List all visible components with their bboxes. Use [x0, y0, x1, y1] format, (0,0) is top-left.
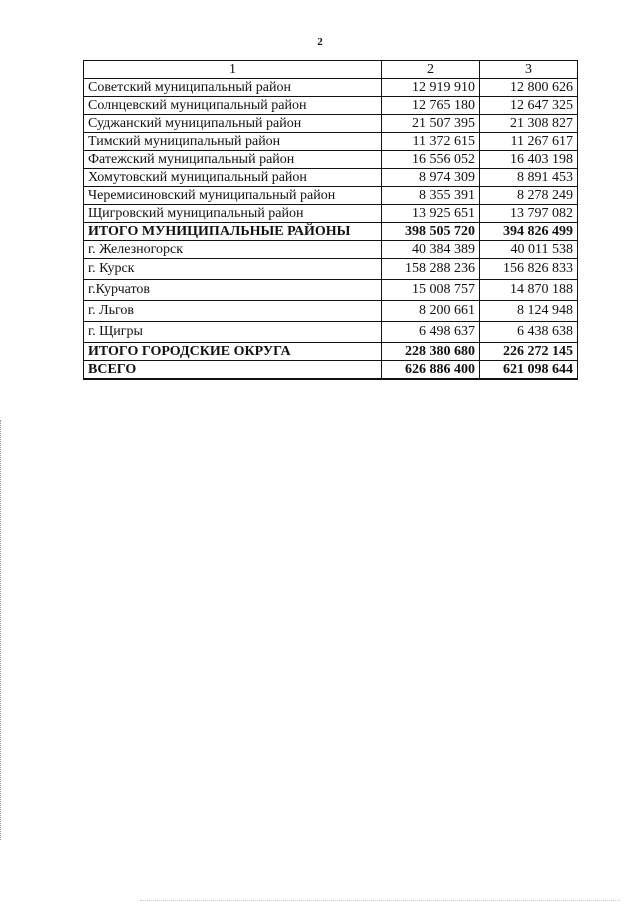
row-name: г. Льгов: [84, 301, 382, 322]
row-value-col3: 16 403 198: [480, 151, 578, 169]
row-value-col3: 12 800 626: [480, 79, 578, 97]
column-header-2: 2: [382, 61, 480, 79]
row-value-col3: 14 870 188: [480, 280, 578, 301]
row-name: Суджанский муниципальный район: [84, 115, 382, 133]
row-name: Хомутовский муниципальный район: [84, 169, 382, 187]
row-value-col3: 156 826 833: [480, 259, 578, 280]
row-value-col2: 11 372 615: [382, 133, 480, 151]
row-value-col2: 12 919 910: [382, 79, 480, 97]
row-value-col3: 8 278 249: [480, 187, 578, 205]
row-value-col3: 11 267 617: [480, 133, 578, 151]
row-value-col3: 8 124 948: [480, 301, 578, 322]
row-value-col2: 21 507 395: [382, 115, 480, 133]
row-value-col2: 16 556 052: [382, 151, 480, 169]
row-value-col3: 394 826 499: [480, 223, 578, 241]
column-header-1: 1: [84, 61, 382, 79]
row-value-col3: 12 647 325: [480, 97, 578, 115]
table-row: [84, 280, 578, 301]
table-row: [84, 187, 578, 205]
row-name: ИТОГО ГОРОДСКИЕ ОКРУГА: [84, 343, 382, 361]
row-name: г. Курск: [84, 259, 382, 280]
scan-edge-mark: [0, 420, 2, 840]
table-row: [84, 115, 578, 133]
row-value-col2: 8 974 309: [382, 169, 480, 187]
row-name: Черемисиновский муниципальный район: [84, 187, 382, 205]
budget-table: [83, 60, 578, 380]
row-name: г. Щигры: [84, 322, 382, 343]
scan-bottom-rule: [140, 900, 620, 901]
row-name: Советский муниципальный район: [84, 79, 382, 97]
table-row: [84, 97, 578, 115]
row-value-col3: 6 438 638: [480, 322, 578, 343]
row-value-col2: 8 200 661: [382, 301, 480, 322]
table-row: [84, 322, 578, 343]
row-name: Фатежский муниципальный район: [84, 151, 382, 169]
table-row: [84, 259, 578, 280]
row-value-col2: 626 886 400: [382, 361, 480, 380]
subtotal-row-city-districts: [84, 343, 578, 361]
row-value-col2: 12 765 180: [382, 97, 480, 115]
table-row: [84, 151, 578, 169]
table-row: [84, 301, 578, 322]
row-value-col3: 621 098 644: [480, 361, 578, 380]
page-number: 2: [317, 36, 323, 48]
row-name: Тимский муниципальный район: [84, 133, 382, 151]
row-value-col3: 21 308 827: [480, 115, 578, 133]
row-value-col2: 158 288 236: [382, 259, 480, 280]
grand-total-row: [84, 361, 578, 380]
row-name: г.Курчатов: [84, 280, 382, 301]
table-row: [84, 241, 578, 259]
row-value-col3: 13 797 082: [480, 205, 578, 223]
table-row: [84, 169, 578, 187]
row-value-col2: 8 355 391: [382, 187, 480, 205]
column-header-3: 3: [480, 61, 578, 79]
row-value-col2: 228 380 680: [382, 343, 480, 361]
row-value-col2: 398 505 720: [382, 223, 480, 241]
row-name: ИТОГО МУНИЦИПАЛЬНЫЕ РАЙОНЫ: [84, 223, 382, 241]
row-name: Солнцевский муниципальный район: [84, 97, 382, 115]
row-value-col3: 8 891 453: [480, 169, 578, 187]
row-value-col2: 40 384 389: [382, 241, 480, 259]
row-value-col3: 40 011 538: [480, 241, 578, 259]
row-value-col2: 13 925 651: [382, 205, 480, 223]
row-value-col3: 226 272 145: [480, 343, 578, 361]
row-value-col2: 6 498 637: [382, 322, 480, 343]
row-value-col2: 15 008 757: [382, 280, 480, 301]
table-row: [84, 205, 578, 223]
row-name: г. Железногорск: [84, 241, 382, 259]
subtotal-row-districts: [84, 223, 578, 241]
row-name: ВСЕГО: [84, 361, 382, 380]
table-row: [84, 133, 578, 151]
header-row: [84, 61, 578, 79]
table-row: [84, 79, 578, 97]
row-name: Щигровский муниципальный район: [84, 205, 382, 223]
